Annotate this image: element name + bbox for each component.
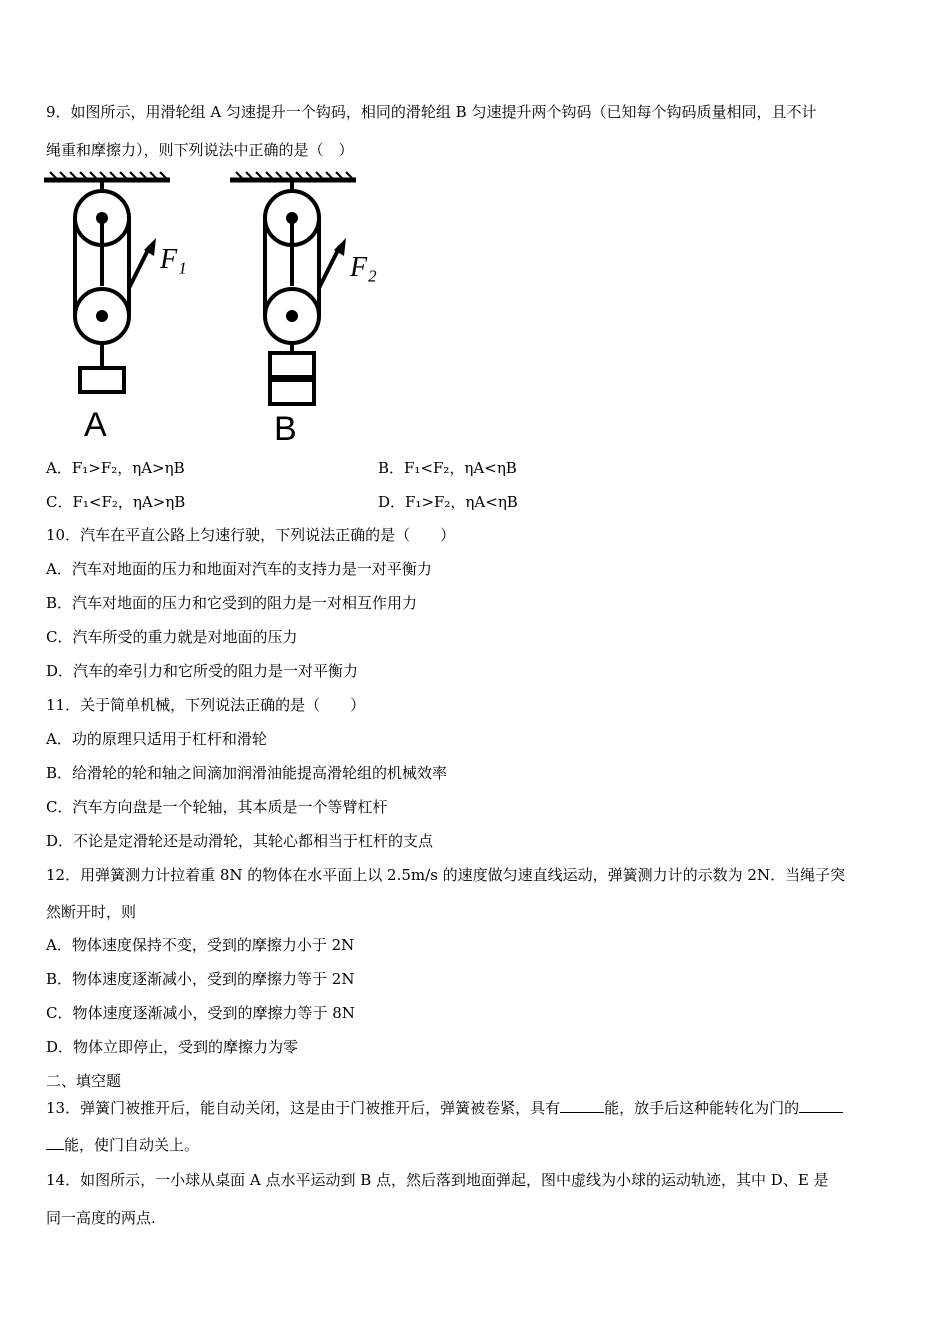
q9-stem-line2: 绳重和摩擦力），则下列说法中正确的是（ ） xyxy=(46,141,354,159)
q12-option-c: C．物体速度逐渐减小，受到的摩擦力等于 8N xyxy=(46,1004,355,1022)
ceiling-hatch-b xyxy=(236,172,352,178)
force-label-a: F₁ xyxy=(160,244,187,275)
pulley-system-b xyxy=(230,172,356,404)
q12-option-a: A．物体速度保持不变，受到的摩擦力小于 2N xyxy=(46,936,355,954)
q14-line1: 14．如图所示，一小球从桌面 A 点水平运动到 B 点，然后落到地面弹起，图中虚线为小球的运动轨迹，其中 D、E 是 xyxy=(46,1171,829,1189)
section-title: 二、填空题 xyxy=(46,1072,122,1090)
q13-line2 xyxy=(46,1135,199,1155)
q10-option-c: C．汽车所受的重力就是对地面的压力 xyxy=(46,628,298,646)
q13-blank-2-start[interactable] xyxy=(799,1098,843,1113)
pulley-figure xyxy=(40,168,380,448)
weight-a xyxy=(80,368,124,392)
weight-b-bottom xyxy=(270,380,314,404)
q13-blank-2-end[interactable] xyxy=(46,1135,64,1150)
q11-option-c: C．汽车方向盘是一个轮轴，其本质是一个等臂杠杆 xyxy=(46,798,388,816)
q13-part3: 能，使门自动关上。 xyxy=(64,1136,200,1154)
weight-b-top xyxy=(270,353,314,377)
pulley-diagram xyxy=(40,168,380,448)
q12-stem-line1: 12．用弹簧测力计拉着重 8N 的物体在水平面上以 2.5m/s 的速度做匀速直线运动，弹簧测力计的示数为 2N．当绳子突 xyxy=(46,866,846,884)
q10-stem: 10．汽车在平直公路上匀速行驶，下列说法正确的是（ ） xyxy=(46,526,456,544)
q9-option-a: A．F₁>F₂，ηA>ηB xyxy=(46,459,185,477)
q12-stem-line2: 然断开时，则 xyxy=(46,903,137,921)
q13-part1: 13．弹簧门被推开后，能自动关闭，这是由于门被推开后，弹簧被卷紧，具有 xyxy=(46,1099,561,1117)
q13-blank-1[interactable] xyxy=(560,1098,604,1113)
q9-option-c: C．F₁<F₂，ηA>ηB xyxy=(46,493,186,511)
q9-option-d: D．F₁>F₂，ηA<ηB xyxy=(378,493,518,511)
q13-part2: 能，放手后这种能转化为门的 xyxy=(604,1099,800,1117)
q10-option-d: D．汽车的牵引力和它所受的阻力是一对平衡力 xyxy=(46,662,359,680)
q12-option-b: B．物体速度逐渐减小，受到的摩擦力等于 2N xyxy=(46,970,355,988)
force-label-b: F₂ xyxy=(350,252,377,283)
label-a: A xyxy=(84,406,107,444)
q13-line1 xyxy=(46,1098,843,1118)
q11-option-b: B．给滑轮的轮和轴之间滴加润滑油能提高滑轮组的机械效率 xyxy=(46,764,448,782)
q9-option-b: B．F₁<F₂，ηA<ηB xyxy=(378,459,517,477)
q9-stem-line1: 9．如图所示，用滑轮组 A 匀速提升一个钩码，相同的滑轮组 B 匀速提升两个钩码（已知每个钩码质量相同，且不计 xyxy=(46,103,817,121)
q11-stem: 11．关于简单机械，下列说法正确的是（ ） xyxy=(46,696,366,714)
label-b: B xyxy=(274,410,297,448)
ceiling-hatch-a xyxy=(50,172,166,178)
q11-option-a: A．功的原理只适用于杠杆和滑轮 xyxy=(46,730,267,748)
q11-option-d: D．不论是定滑轮还是动滑轮，其轮心都相当于杠杆的支点 xyxy=(46,832,434,850)
q10-option-a: A．汽车对地面的压力和地面对汽车的支持力是一对平衡力 xyxy=(46,560,432,578)
pulley-system-a xyxy=(44,172,170,392)
q12-option-d: D．物体立即停止，受到的摩擦力为零 xyxy=(46,1038,299,1056)
q10-option-b: B．汽车对地面的压力和它受到的阻力是一对相互作用力 xyxy=(46,594,418,612)
q14-line2: 同一高度的两点. xyxy=(46,1209,156,1227)
